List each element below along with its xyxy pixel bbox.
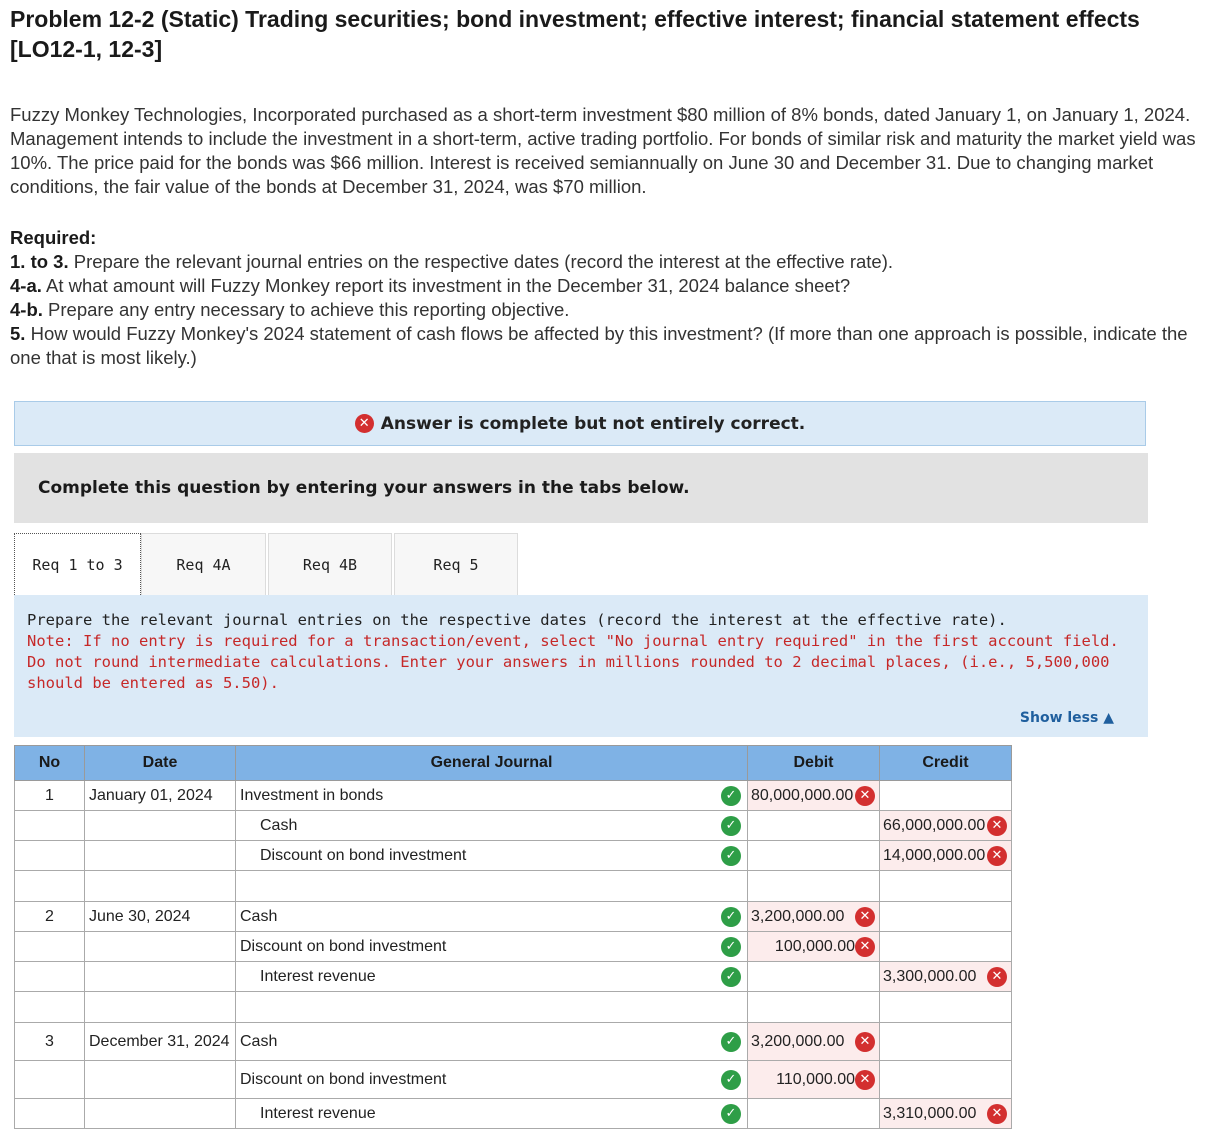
account-select[interactable] xyxy=(236,1061,748,1099)
entry-number: 3 xyxy=(15,1023,85,1061)
table-row xyxy=(15,932,1012,962)
table-row xyxy=(15,902,1012,932)
table-row xyxy=(15,781,1012,811)
incorrect-x-icon: ✕ xyxy=(855,907,875,927)
correct-check-icon: ✓ xyxy=(721,1070,741,1090)
problem-intro: Fuzzy Monkey Technologies, Incorporated purchased as a short-term investment $80 million of 8% bonds, dated January 1, on January 1, 2024. Management intends to include the investment in a short-term, active trading portfolio. For bonds of similar risk and maturity the market yield was 10%. The price paid for the bonds was $66 million. Interest is received semiannually on June 30 and December 31. Due to changing market conditions, the fair value of the bonds at December 31, 2024, was $70 million. xyxy=(10,104,1196,197)
table-row xyxy=(15,1023,1012,1061)
credit-input-value: 14,000,000.00 xyxy=(883,846,986,864)
problem-title: Problem 12-2 (Static) Trading securities; bond investment; effective interest; financial statement effects [LO12-1, 12-3] xyxy=(10,6,1140,62)
correct-check-icon: ✓ xyxy=(721,967,741,987)
incorrect-x-icon: ✕ xyxy=(987,967,1007,987)
account-select[interactable] xyxy=(236,1099,748,1129)
show-less-link[interactable]: Show less ▲ xyxy=(1019,710,1114,726)
tab-req-5[interactable]: Req 5 xyxy=(394,533,518,595)
account-label: Cash xyxy=(240,1032,278,1050)
account-select[interactable] xyxy=(236,841,748,871)
entry-date-select[interactable] xyxy=(85,1099,236,1129)
credit-input[interactable] xyxy=(880,992,1012,1023)
required-item: 4-b. Prepare any entry necessary to achieve this reporting objective. xyxy=(10,299,570,320)
required-item: 1. to 3. Prepare the relevant journal entries on the respective dates (record the interest at the effective rate). xyxy=(10,251,893,272)
incorrect-x-icon: ✕ xyxy=(855,1032,875,1052)
entry-number: 1 xyxy=(15,781,85,811)
entry-number xyxy=(15,962,85,992)
debit-input[interactable] xyxy=(748,902,880,932)
answer-status-text: Answer is complete but not entirely correct. xyxy=(380,413,806,434)
account-select[interactable] xyxy=(236,962,748,992)
entry-date-select[interactable]: January 01, 2024 xyxy=(85,781,236,811)
debit-input[interactable] xyxy=(748,811,880,841)
tab-req-4a[interactable]: Req 4A xyxy=(141,533,266,595)
account-select[interactable] xyxy=(236,902,748,932)
debit-input[interactable] xyxy=(748,962,880,992)
incorrect-icon: ✕ xyxy=(355,414,374,433)
incorrect-x-icon: ✕ xyxy=(987,846,1007,866)
account-label: Investment in bonds xyxy=(240,786,384,804)
entry-number xyxy=(15,811,85,841)
account-select[interactable] xyxy=(236,871,748,902)
table-row xyxy=(15,992,1012,1023)
debit-input-value: 80,000,000.00 xyxy=(751,786,854,804)
header-no: No xyxy=(15,746,85,781)
account-select[interactable] xyxy=(236,932,748,962)
table-row xyxy=(15,811,1012,841)
entry-date-select[interactable] xyxy=(85,841,236,871)
required-item: 5. How would Fuzzy Monkey's 2024 statement of cash flows be affected by this investment? (If more than one approach is possible, indicate the one that is most likely.) xyxy=(10,323,1188,368)
entry-number xyxy=(15,871,85,902)
incorrect-x-icon: ✕ xyxy=(987,1104,1007,1124)
header-general-journal: General Journal xyxy=(236,746,748,781)
correct-check-icon: ✓ xyxy=(721,846,741,866)
entry-date-select[interactable] xyxy=(85,1061,236,1099)
correct-check-icon: ✓ xyxy=(721,786,741,806)
credit-input-value: 66,000,000.00 xyxy=(883,816,986,834)
instructions-panel xyxy=(14,595,1148,737)
required-item: 4-a. At what amount will Fuzzy Monkey report its investment in the December 31, 2024 balance sheet? xyxy=(10,275,851,296)
debit-input[interactable] xyxy=(748,1023,880,1061)
required-heading: Required: xyxy=(10,227,97,248)
debit-input[interactable] xyxy=(748,871,880,902)
debit-input-value: 110,000.00 xyxy=(776,1070,855,1088)
entry-number xyxy=(15,992,85,1023)
credit-input-value: 3,310,000.00 xyxy=(883,1104,977,1122)
table-row xyxy=(15,962,1012,992)
debit-input[interactable] xyxy=(748,992,880,1023)
entry-number xyxy=(15,841,85,871)
incorrect-x-icon: ✕ xyxy=(855,1070,875,1090)
entry-date-select[interactable] xyxy=(85,962,236,992)
debit-input[interactable] xyxy=(748,841,880,871)
credit-input[interactable] xyxy=(880,932,1012,962)
journal-table xyxy=(14,745,1012,1129)
required-section xyxy=(10,226,1205,370)
table-row xyxy=(15,1099,1012,1129)
debit-input[interactable] xyxy=(748,932,880,962)
entry-date-select[interactable] xyxy=(85,992,236,1023)
credit-input[interactable] xyxy=(880,962,1012,992)
tab-req-1-to-3[interactable]: Req 1 to 3 xyxy=(14,533,141,595)
entry-date-select[interactable]: December 31, 2024 xyxy=(85,1023,236,1061)
account-label: Cash xyxy=(240,907,278,925)
header-credit: Credit xyxy=(880,746,1012,781)
header-date: Date xyxy=(85,746,236,781)
incorrect-x-icon: ✕ xyxy=(855,786,875,806)
credit-input[interactable] xyxy=(880,811,1012,841)
correct-check-icon: ✓ xyxy=(721,1104,741,1124)
account-select[interactable] xyxy=(236,1023,748,1061)
credit-input[interactable] xyxy=(880,781,1012,811)
tab-req-4b[interactable]: Req 4B xyxy=(268,533,392,595)
entry-number xyxy=(15,932,85,962)
entry-date-select[interactable] xyxy=(85,932,236,962)
account-label: Discount on bond investment xyxy=(240,937,447,955)
account-label: Cash xyxy=(260,816,298,834)
correct-check-icon: ✓ xyxy=(721,1032,741,1052)
entry-date-select[interactable] xyxy=(85,871,236,902)
incorrect-x-icon: ✕ xyxy=(855,937,875,957)
complete-prompt: Complete this question by entering your answers in the tabs below. xyxy=(14,453,1148,523)
account-label: Interest revenue xyxy=(260,1104,376,1122)
header-debit: Debit xyxy=(748,746,880,781)
correct-check-icon: ✓ xyxy=(721,816,741,836)
answer-status-banner xyxy=(14,401,1146,446)
credit-input[interactable] xyxy=(880,1023,1012,1061)
table-row xyxy=(15,1061,1012,1099)
credit-input[interactable] xyxy=(880,1099,1012,1129)
table-row xyxy=(15,871,1012,902)
entry-number xyxy=(15,1099,85,1129)
incorrect-x-icon: ✕ xyxy=(987,816,1007,836)
correct-check-icon: ✓ xyxy=(721,937,741,957)
account-select[interactable] xyxy=(236,992,748,1023)
account-label: Discount on bond investment xyxy=(260,846,467,864)
entry-date-select[interactable]: June 30, 2024 xyxy=(85,902,236,932)
entry-date-select[interactable] xyxy=(85,811,236,841)
credit-input[interactable] xyxy=(880,1061,1012,1099)
instructions-main: Prepare the relevant journal entries on the respective dates (record the interest at the effective rate). xyxy=(27,611,1007,629)
debit-input-value: 3,200,000.00 xyxy=(751,907,845,925)
account-select[interactable] xyxy=(236,781,748,811)
instructions-note: Note: If no entry is required for a transaction/event, select "No journal entry required" in the first account field. Do not round intermediate calculations. Enter your answers in millions rounded to 2 decimal places, (i.e., 5,500,000 should be entered as 5.50). xyxy=(27,632,1119,692)
account-label: Discount on bond investment xyxy=(240,1070,447,1088)
correct-check-icon: ✓ xyxy=(721,907,741,927)
credit-input[interactable] xyxy=(880,871,1012,902)
credit-input-value: 3,300,000.00 xyxy=(883,967,977,985)
journal-header-row xyxy=(15,746,1012,781)
credit-input[interactable] xyxy=(880,902,1012,932)
debit-input-value: 100,000.00 xyxy=(774,937,855,955)
table-row xyxy=(15,841,1012,871)
credit-input[interactable] xyxy=(880,841,1012,871)
account-label: Interest revenue xyxy=(260,967,376,985)
debit-input[interactable] xyxy=(748,1099,880,1129)
debit-input-value: 3,200,000.00 xyxy=(751,1032,845,1050)
account-select[interactable] xyxy=(236,811,748,841)
debit-input[interactable] xyxy=(748,1061,880,1099)
entry-number xyxy=(15,1061,85,1099)
entry-number: 2 xyxy=(15,902,85,932)
triangle-up-icon: ▲ xyxy=(1103,710,1114,726)
debit-input[interactable] xyxy=(748,781,880,811)
